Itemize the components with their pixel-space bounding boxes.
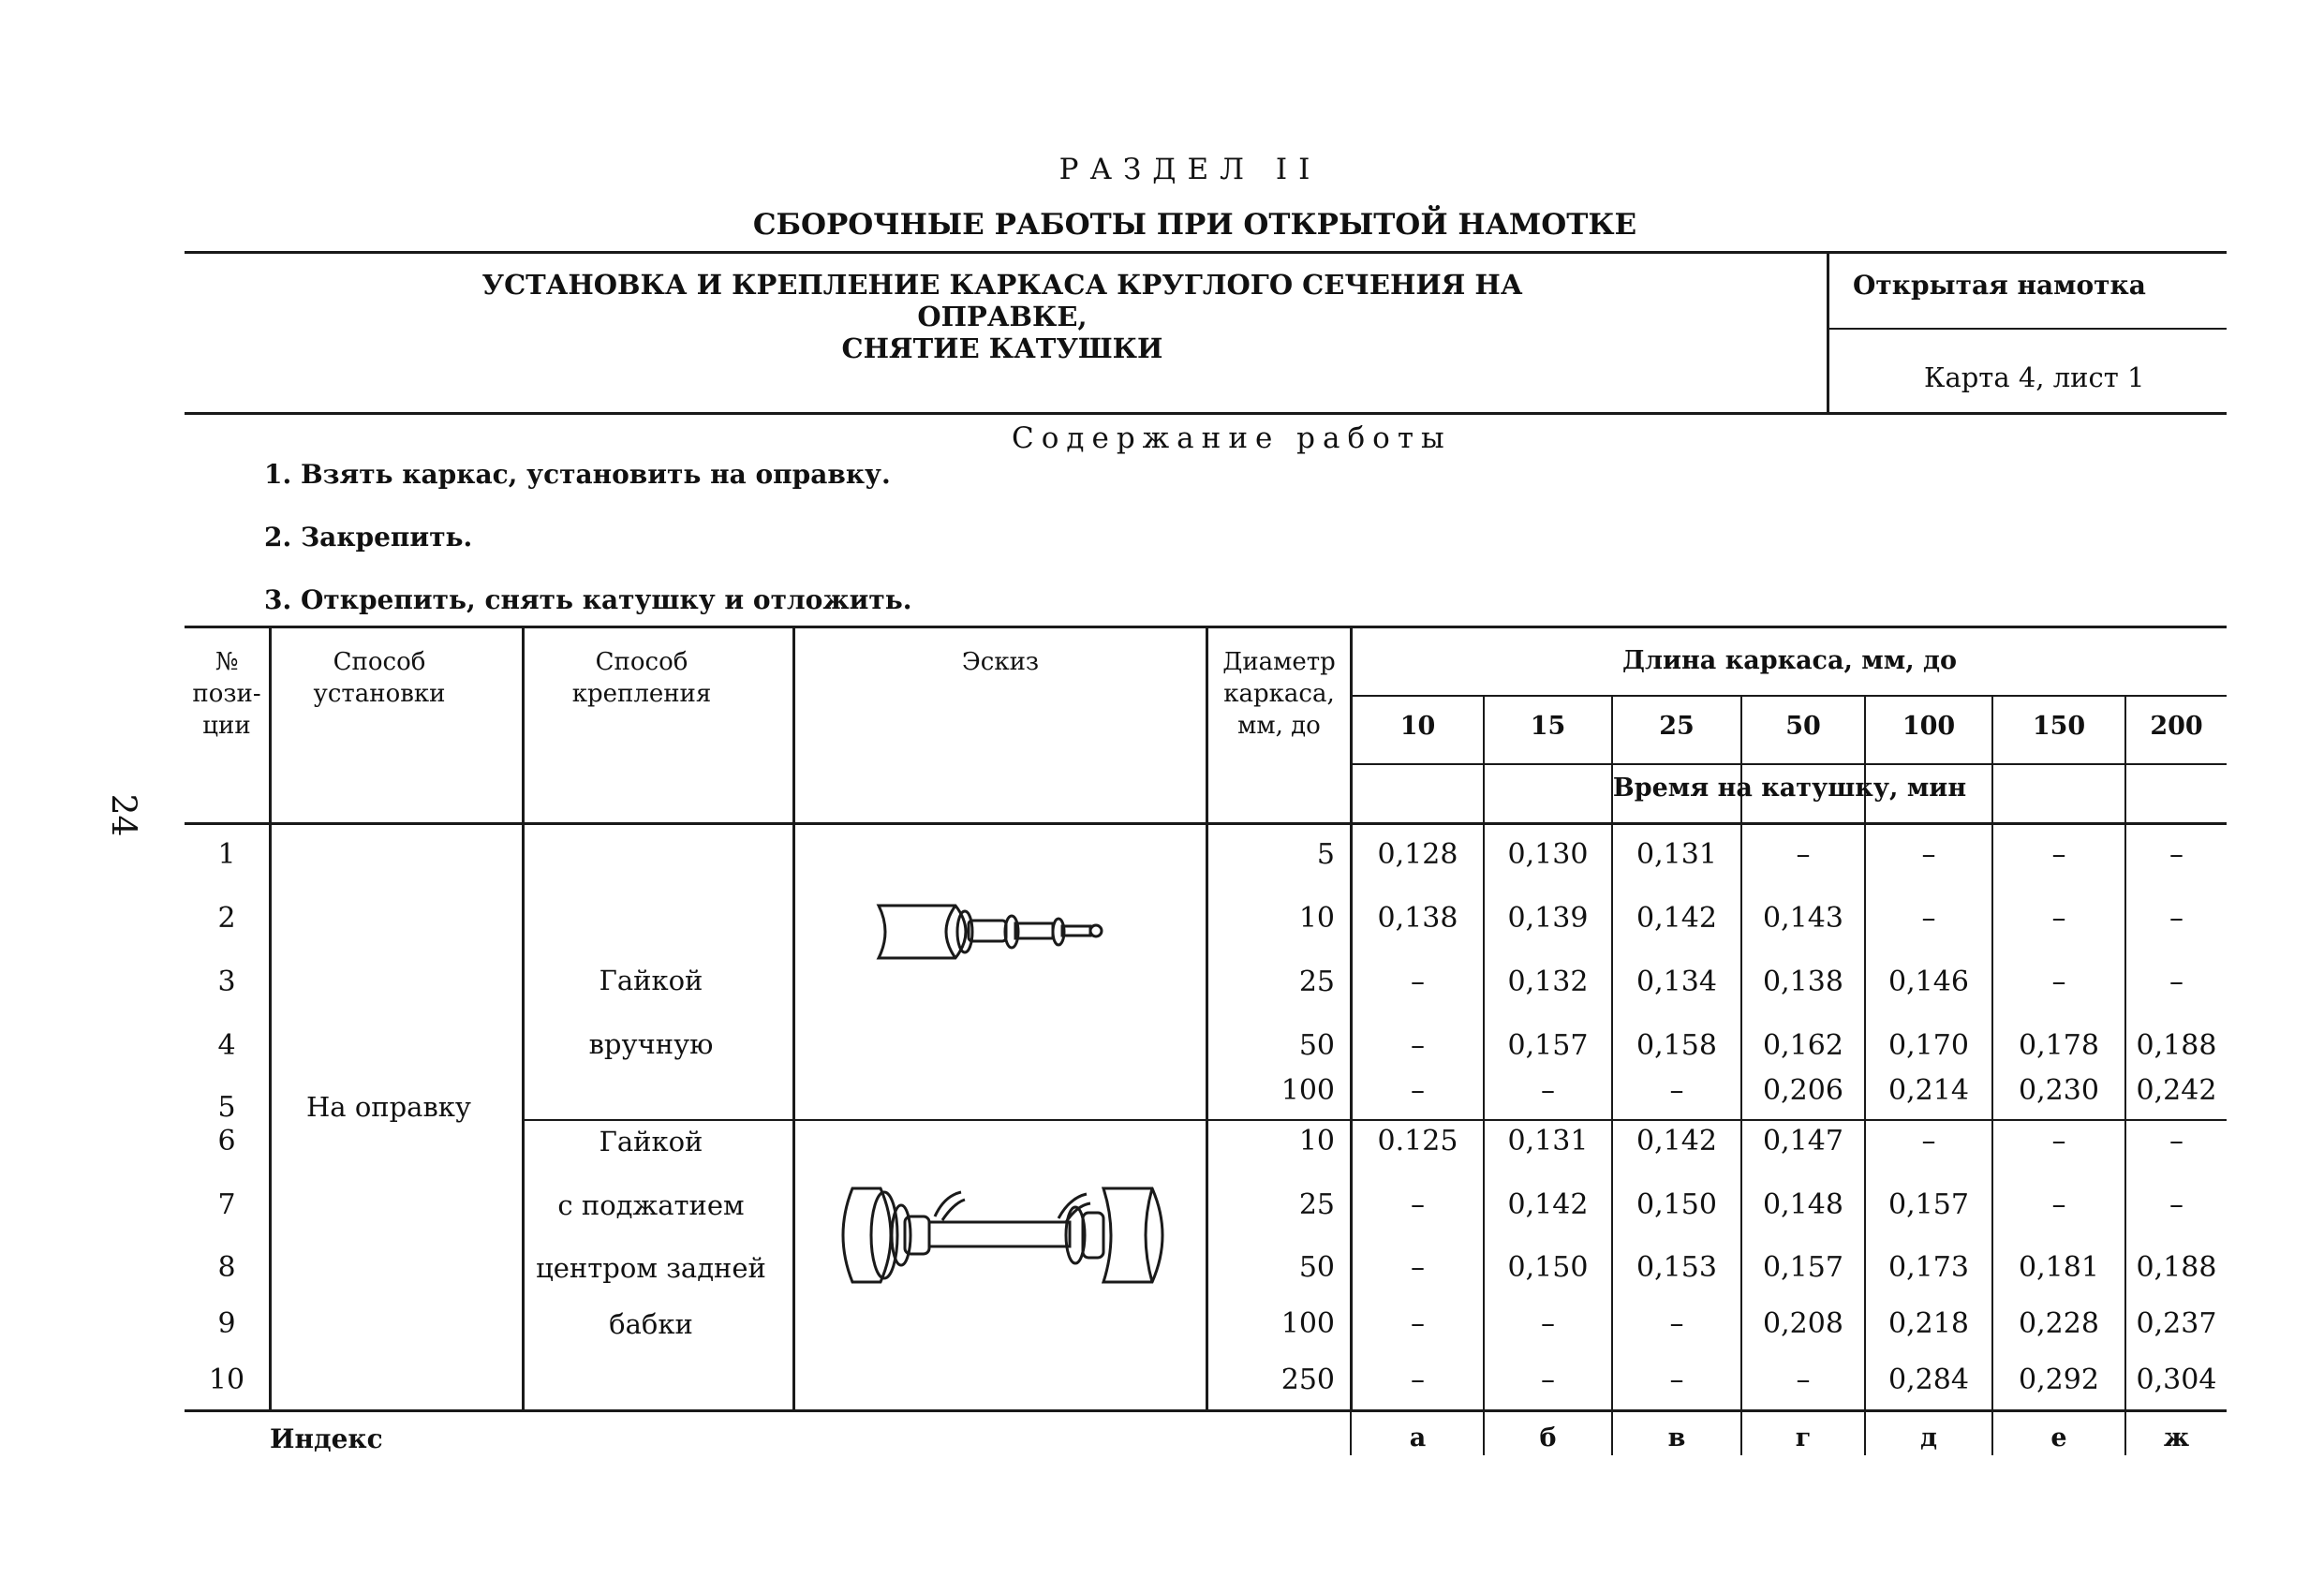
- row-8-val-b: 0,150: [1507, 1251, 1589, 1284]
- row-5-pos: 5: [217, 1091, 236, 1124]
- index-zh: ж: [2163, 1423, 2190, 1452]
- row-10-val-g: –: [1796, 1364, 1811, 1396]
- header-time: Время на катушку, мин: [1612, 774, 1967, 803]
- fix-group1-l2: вручную: [588, 1028, 714, 1060]
- row-4-val-g: 0,162: [1763, 1029, 1843, 1062]
- header-position-l2: пози-: [192, 680, 261, 708]
- row-1-val-zh: –: [2169, 838, 2183, 871]
- row-4-val-e: 0,178: [2019, 1029, 2099, 1062]
- length-col-1: 10: [1399, 712, 1436, 741]
- row-6-val-d: –: [1921, 1125, 1936, 1157]
- winding-type: Открытая намотка: [1853, 270, 2146, 301]
- header-diameter-l1: Диаметр: [1222, 648, 1336, 676]
- section-label: РАЗДЕЛ II: [1058, 153, 1322, 186]
- row-3-pos: 3: [217, 966, 236, 998]
- row-6-val-zh: –: [2169, 1125, 2183, 1157]
- row-7-pos: 7: [217, 1188, 236, 1221]
- row-1-val-e: –: [2051, 838, 2066, 871]
- header-top-rule: [185, 251, 2227, 254]
- header-sketch: Эскиз: [961, 648, 1040, 676]
- step-3: 3. Открепить, снять катушку и отложить.: [264, 584, 912, 615]
- row-7-val-d: 0,157: [1888, 1188, 1969, 1221]
- length-col-3: 25: [1659, 712, 1695, 741]
- header-install-l2: установки: [313, 680, 446, 708]
- fix-group2-l4: бабки: [609, 1308, 693, 1340]
- header-install: [272, 646, 487, 710]
- row-8-val-e: 0,181: [2019, 1251, 2099, 1284]
- header-fix-l1: Способ: [595, 648, 688, 676]
- row-8-val-a: –: [1411, 1251, 1425, 1284]
- col-rule-pos: [269, 626, 272, 1410]
- row-6-val-v: 0,142: [1636, 1125, 1717, 1157]
- row-10-val-zh: 0,304: [2136, 1364, 2217, 1396]
- row-4-val-v: 0,158: [1636, 1029, 1717, 1062]
- row-7-val-a: –: [1411, 1188, 1425, 1221]
- row-6-diam: 10: [1298, 1125, 1335, 1157]
- length-col-6: 150: [2032, 712, 2086, 741]
- row-3-val-v: 0,134: [1636, 966, 1717, 998]
- row-9-val-g: 0,208: [1763, 1307, 1843, 1340]
- row-2-val-b: 0,139: [1507, 902, 1589, 935]
- row-2-val-e: –: [2051, 902, 2066, 935]
- row-4-val-a: –: [1411, 1029, 1425, 1062]
- sketch-nut-mandrel: [871, 894, 1124, 969]
- group-separator-rule: [525, 1119, 2227, 1121]
- col-rule-sketch: [1206, 626, 1208, 1410]
- header-position-l1: №: [215, 648, 239, 676]
- row-8-diam: 50: [1298, 1251, 1335, 1284]
- row-6-val-e: –: [2051, 1125, 2066, 1157]
- row-6-val-b: 0,131: [1507, 1125, 1589, 1157]
- header-length: Длина каркаса, мм, до: [1621, 646, 1958, 675]
- card-title: [393, 269, 1611, 364]
- row-9-pos: 9: [217, 1307, 236, 1340]
- row-5-val-d: 0,214: [1888, 1074, 1969, 1107]
- row-5-val-a: –: [1411, 1074, 1425, 1107]
- header-install-l1: Способ: [333, 648, 426, 676]
- card-title-line1: УСТАНОВКА И КРЕПЛЕНИЕ КАРКАСА КРУГЛОГО СЕЧЕНИЯ НА ОПРАВКЕ,: [481, 269, 1523, 332]
- row-5-val-v: –: [1669, 1074, 1684, 1107]
- row-7-val-zh: –: [2169, 1188, 2183, 1221]
- row-10-val-b: –: [1541, 1364, 1555, 1396]
- row-1-diam: 5: [1316, 838, 1335, 871]
- row-2-val-a: 0,138: [1377, 902, 1458, 935]
- card-title-line2: СНЯТИЕ КАТУШКИ: [841, 332, 1163, 364]
- row-9-val-b: –: [1541, 1307, 1555, 1340]
- index-a: а: [1409, 1423, 1427, 1452]
- fix-group2-l1: Гайкой: [599, 1126, 703, 1157]
- row-5-val-g: 0,206: [1763, 1074, 1843, 1107]
- row-1-val-d: –: [1921, 838, 1936, 871]
- index-label: Индекс: [270, 1423, 383, 1454]
- row-3-val-g: 0,138: [1763, 966, 1843, 998]
- header-divider: [1827, 251, 1829, 414]
- row-4-pos: 4: [217, 1029, 236, 1062]
- row-9-val-v: –: [1669, 1307, 1684, 1340]
- header-bottom-rule: [185, 412, 2227, 415]
- row-7-val-e: –: [2051, 1188, 2066, 1221]
- row-9-val-d: 0,218: [1888, 1307, 1969, 1340]
- row-10-diam: 250: [1280, 1364, 1335, 1396]
- index-g: г: [1795, 1423, 1812, 1452]
- row-3-val-e: –: [2051, 966, 2066, 998]
- row-3-val-b: 0,132: [1507, 966, 1589, 998]
- step-2: 2. Закрепить.: [264, 522, 473, 553]
- fix-group2-l3: центром задней: [536, 1252, 766, 1284]
- row-10-val-e: 0,292: [2019, 1364, 2099, 1396]
- row-4-val-d: 0,170: [1888, 1029, 1969, 1062]
- row-9-val-e: 0,228: [2019, 1307, 2099, 1340]
- row-4-val-b: 0,157: [1507, 1029, 1589, 1062]
- row-6-val-a: 0.125: [1377, 1125, 1458, 1157]
- row-1-val-v: 0,131: [1636, 838, 1717, 871]
- col-rule-diam: [1350, 626, 1353, 1410]
- install-method: На оправку: [306, 1091, 471, 1123]
- index-b: б: [1539, 1423, 1557, 1452]
- length-col-5: 100: [1902, 712, 1956, 741]
- row-3-val-zh: –: [2169, 966, 2183, 998]
- row-6-pos: 6: [217, 1125, 236, 1157]
- length-col-2: 15: [1530, 712, 1566, 741]
- length-col-7: 200: [2150, 712, 2203, 741]
- index-d: д: [1920, 1423, 1937, 1452]
- header-diameter-l3: мм, до: [1237, 712, 1321, 740]
- header-diameter: [1208, 646, 1350, 742]
- page-number: 24: [103, 793, 142, 837]
- row-9-val-a: –: [1411, 1307, 1425, 1340]
- index-v: в: [1667, 1423, 1686, 1452]
- col-rule-install: [522, 626, 525, 1410]
- row-7-diam: 25: [1298, 1188, 1335, 1221]
- row-5-val-e: 0,230: [2019, 1074, 2099, 1107]
- row-2-val-zh: –: [2169, 902, 2183, 935]
- row-9-val-zh: 0,237: [2136, 1307, 2217, 1340]
- row-8-val-zh: 0,188: [2136, 1251, 2217, 1284]
- header-diameter-l2: каркаса,: [1223, 680, 1335, 708]
- row-10-val-d: 0,284: [1888, 1364, 1969, 1396]
- row-3-val-a: –: [1411, 966, 1425, 998]
- row-10-val-v: –: [1669, 1364, 1684, 1396]
- row-7-val-g: 0,148: [1763, 1188, 1843, 1221]
- header-position-l3: ции: [202, 712, 251, 740]
- row-2-val-d: –: [1921, 902, 1936, 935]
- row-8-pos: 8: [217, 1251, 236, 1284]
- content-heading: Содержание работы: [1012, 421, 1452, 455]
- row-1-val-b: 0,130: [1507, 838, 1589, 871]
- row-5-val-b: –: [1541, 1074, 1555, 1107]
- row-1-val-g: –: [1796, 838, 1811, 871]
- row-7-val-v: 0,150: [1636, 1188, 1717, 1221]
- sketch-tailstock-mandrel: [824, 1175, 1180, 1297]
- header-fix-l2: крепления: [571, 680, 712, 708]
- row-4-diam: 50: [1298, 1029, 1335, 1062]
- row-3-diam: 25: [1298, 966, 1335, 998]
- fix-group2-l2: с поджатием: [557, 1189, 745, 1221]
- length-col-4: 50: [1785, 712, 1821, 741]
- index-tick-0: [1350, 1412, 1352, 1455]
- col-rule-fix: [792, 626, 795, 1410]
- row-3-val-d: 0,146: [1888, 966, 1969, 998]
- step-1: 1. Взять каркас, установить на оправку.: [264, 459, 891, 490]
- row-1-val-a: 0,128: [1377, 838, 1458, 871]
- row-10-pos: 10: [208, 1364, 245, 1396]
- row-2-diam: 10: [1298, 902, 1335, 935]
- header-position: [185, 646, 269, 742]
- header-fix: [525, 646, 759, 710]
- row-5-val-zh: 0,242: [2136, 1074, 2217, 1107]
- index-e: е: [2050, 1423, 2067, 1452]
- row-8-val-d: 0,173: [1888, 1251, 1969, 1284]
- row-2-val-g: 0,143: [1763, 902, 1843, 935]
- row-2-val-v: 0,142: [1636, 902, 1717, 935]
- row-1-pos: 1: [217, 838, 236, 871]
- header-side-rule: [1827, 328, 2227, 330]
- row-2-pos: 2: [217, 902, 236, 935]
- fix-group1-l1: Гайкой: [599, 965, 703, 996]
- row-5-diam: 100: [1280, 1074, 1335, 1107]
- row-9-diam: 100: [1280, 1307, 1335, 1340]
- row-7-val-b: 0,142: [1507, 1188, 1589, 1221]
- card-reference: Карта 4, лист 1: [1924, 361, 2145, 393]
- row-8-val-v: 0,153: [1636, 1251, 1717, 1284]
- row-10-val-a: –: [1411, 1364, 1425, 1396]
- row-4-val-zh: 0,188: [2136, 1029, 2217, 1062]
- row-8-val-g: 0,157: [1763, 1251, 1843, 1284]
- row-6-val-g: 0,147: [1763, 1125, 1843, 1157]
- section-title: СБОРОЧНЫЕ РАБОТЫ ПРИ ОТКРЫТОЙ НАМОТКЕ: [752, 208, 1637, 242]
